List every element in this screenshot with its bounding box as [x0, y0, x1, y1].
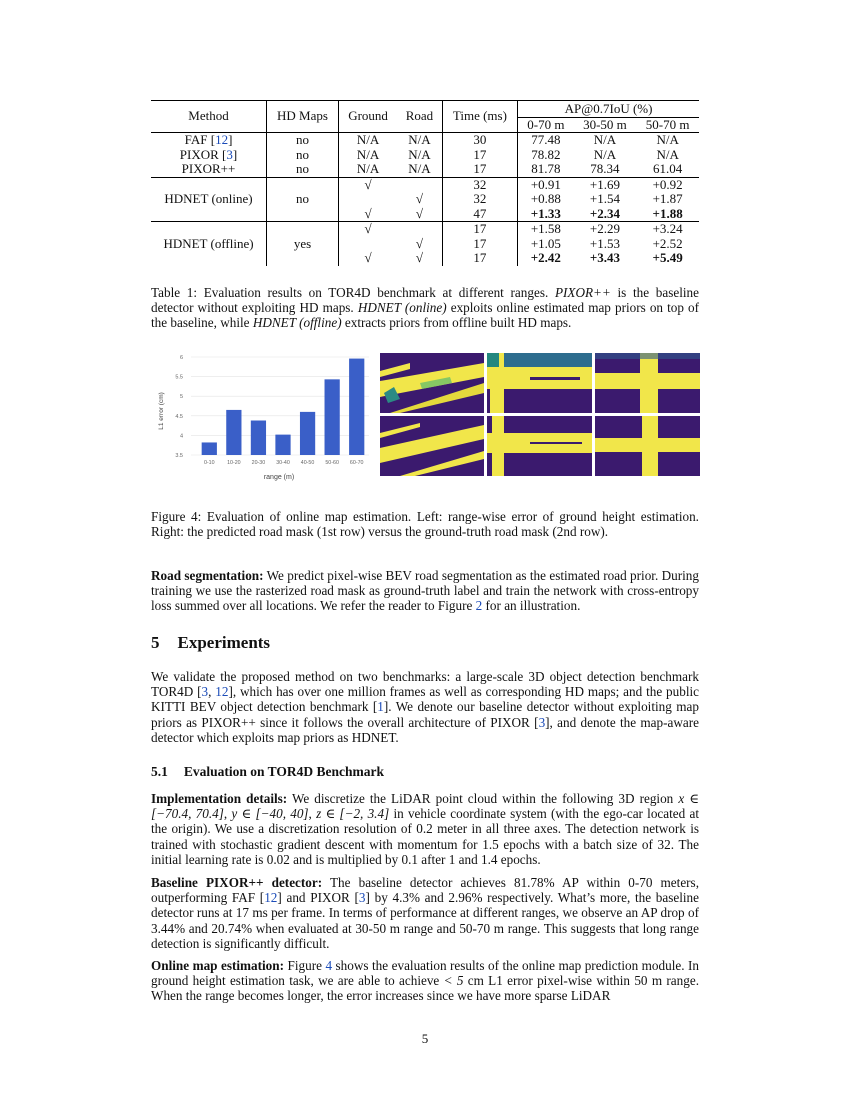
predicted-road-mask-1 — [380, 353, 484, 413]
check-mark: √ — [364, 250, 372, 265]
ap-cell: +2.42 — [530, 250, 561, 265]
method-cell: PIXOR [3] — [151, 148, 267, 163]
chart-y-axis-label: L1 error (cm) — [158, 392, 165, 430]
road-mask-panels — [380, 353, 700, 476]
chart-bar-60-70 — [349, 359, 364, 455]
col-header-road: Road — [397, 101, 442, 133]
table-row — [151, 222, 699, 237]
method-cell: PIXOR++ — [151, 162, 267, 177]
time-cell: 17 — [442, 237, 517, 252]
ap-cell: N/A — [656, 132, 679, 147]
chart-x-tick-label: 10-20 — [227, 460, 241, 466]
results-table — [151, 100, 699, 266]
figure-link[interactable]: 2 — [475, 598, 483, 614]
ap-cell: +3.43 — [589, 250, 620, 265]
col-header-ap-group: AP@0.7IoU (%) — [518, 101, 699, 118]
ap-cell: N/A — [656, 146, 679, 162]
online-map-paragraph: Online map estimation: Figure 4 shows the evaluation results of the online map prediction module. In ground height estimation task, we are able to achieve < 5 cm L1 error pixel-wise within 50 m range. When the range becomes longer, the error increases since we have more sparse LiDAR — [151, 958, 700, 1004]
ground-truth-road-mask-2 — [487, 416, 592, 476]
hd-maps-cell: yes — [267, 222, 339, 266]
chart-y-tick-label: 3.5 — [175, 453, 183, 459]
table-row — [151, 177, 699, 192]
col-header-range-0-70: 0-70 m — [527, 116, 565, 132]
check-mark: √ — [397, 237, 442, 252]
table-row — [151, 148, 699, 163]
table-caption: Table 1: Evaluation results on TOR4D benchmark at different ranges. PIXOR++ is the baseline detector without exploiting HD maps. HDNET (online) exploits online estimated map priors on top of the baseline, while HDNET (offline) extracts priors from offline built HD maps. — [151, 285, 699, 331]
ap-cell: N/A — [593, 132, 617, 147]
chart-bar-10-20 — [226, 410, 241, 455]
col-header-range-30-50: 30-50 m — [583, 116, 627, 132]
chart-bar-30-40 — [275, 435, 290, 455]
implementation-details-paragraph: Implementation details: We discretize the LiDAR point cloud within the following 3D region x ∈ [−70.4, 70.4], y ∈ [−40, 40], z ∈ [−2, 3.4] in vehicle coordinate system (with the ego-car located at the origin). We use a discretization resolution of 0.2 meter in all three axes. The detection network is trained with stochastic gradient descent with momentum for 1.5 epochs with a batch size of 32. The initial learning rate is 0.02 and is multiplied by 0.1 after 1 and 1.4 epochs. — [151, 791, 700, 867]
chart-bar-50-60 — [325, 379, 340, 455]
ground-height-error-chart — [151, 345, 376, 485]
chart-y-tick-label: 5 — [179, 394, 183, 401]
ap-cell: +2.34 — [589, 205, 620, 221]
experiments-paragraph: We validate the proposed method on two benchmarks: a large-scale 3D object detection benchmark TOR4D [3, 12], which has over one million frames as well as corresponding HD maps; and the public KITTI BEV object detection benchmark [1]. We denote our baseline detector without exploiting map priors as PIXOR++ since it follows the overall architecture of PIXOR [3], and denote the map-aware detector which exploits map priors as HDNET. — [151, 669, 700, 745]
citation-link[interactable]: 3 — [538, 714, 546, 730]
chart-y-tick-label: 4.5 — [175, 413, 183, 420]
check-mark: √ — [397, 192, 442, 207]
check-mark — [338, 237, 397, 252]
citation-link[interactable]: 3 — [201, 684, 209, 700]
ap-cell: N/A — [593, 146, 617, 162]
method-cell: HDNET (offline) — [151, 222, 267, 266]
hd-maps-cell: no — [267, 133, 339, 148]
subsection-heading: 5.1 Evaluation on TOR4D Benchmark — [151, 764, 385, 779]
ap-cell: +1.88 — [652, 205, 683, 221]
ap-cell: +3.24 — [636, 222, 699, 237]
citation-link[interactable]: 3 — [226, 146, 233, 162]
time-cell: 17 — [442, 162, 517, 177]
ap-cell: 61.04 — [653, 161, 683, 176]
ap-cell: +1.33 — [530, 205, 561, 221]
check-mark: √ — [397, 251, 442, 266]
chart-x-tick-label: 30-40 — [276, 460, 290, 466]
road-cell: N/A — [397, 162, 442, 177]
col-header-ground: Ground — [338, 101, 397, 133]
chart-x-tick-label: 0-10 — [203, 460, 215, 466]
ap-cell: +1.54 — [589, 191, 620, 206]
time-cell: 32 — [442, 192, 517, 207]
chart-y-tick-label: 6 — [179, 355, 183, 361]
time-cell: 30 — [442, 133, 517, 148]
chart-x-tick-label: 50-60 — [325, 460, 339, 466]
ground-cell: N/A — [356, 146, 380, 162]
time-cell: 47 — [442, 207, 517, 222]
ap-cell: +0.91 — [518, 177, 574, 192]
ap-cell: +1.53 — [589, 235, 620, 251]
ap-cell: 77.48 — [531, 132, 561, 147]
citation-link[interactable]: 1 — [377, 699, 384, 715]
predicted-road-mask-2 — [487, 353, 592, 413]
table-row — [151, 133, 699, 148]
chart-y-tick-label: 5.5 — [175, 374, 183, 381]
chart-x-tick-label: 20-30 — [251, 460, 266, 466]
ground-truth-road-mask-1 — [380, 416, 484, 476]
col-header-range-50-70: 50-70 m — [645, 116, 690, 132]
chart-x-axis-label: range (m) — [263, 474, 295, 481]
ap-cell: 78.82 — [531, 146, 561, 162]
check-mark: √ — [397, 207, 442, 222]
ground-cell: N/A — [356, 161, 380, 176]
ap-cell: +1.69 — [574, 177, 637, 192]
check-mark — [397, 177, 442, 192]
hd-maps-cell: no — [267, 148, 339, 163]
figure-link[interactable]: 4 — [325, 958, 333, 973]
road-segmentation-paragraph: Road segmentation: We predict pixel-wise BEV road segmentation as the estimated road prior. During training we use the rasterized road mask as ground-truth label and train the network with cross-entropy loss summed over all locations. We refer the reader to Figure 2 for an illustration. — [151, 568, 699, 614]
col-header-hd-maps: HD Maps — [267, 101, 339, 133]
predicted-road-mask-3 — [595, 353, 700, 413]
baseline-paragraph: Baseline PIXOR++ detector: The baseline detector achieves 81.78% AP within 0-70 meters, outperforming FAF [12] and PIXOR [3] by 4.3% and 2.96% respectively. What’s more, the baseline detector runs at 17 ms per frame. In terms of performance at different ranges, we observe an AP drop of 3.44% and 20.74% when evaluated at 30-50 m range and 50-70 m range. This suggests that long range detection is significantly difficult. — [151, 875, 699, 951]
check-mark — [338, 192, 397, 207]
chart-x-tick-label: 60-70 — [349, 460, 364, 466]
check-mark: √ — [338, 222, 397, 237]
chart-y-tick-label: 4 — [179, 433, 183, 440]
ap-cell: +0.88 — [530, 191, 561, 206]
check-mark: √ — [364, 205, 372, 221]
hd-maps-cell: no — [267, 177, 339, 222]
ap-cell: +1.87 — [652, 191, 683, 206]
ap-cell: +5.49 — [652, 250, 683, 265]
time-cell: 17 — [442, 222, 517, 237]
method-cell: FAF [12] — [151, 133, 267, 148]
ap-cell: 81.78 — [531, 161, 561, 176]
ap-cell: 78.34 — [590, 161, 620, 176]
ap-cell: +1.58 — [518, 222, 574, 237]
chart-bar-40-50 — [300, 412, 315, 455]
road-cell: N/A — [397, 148, 442, 163]
time-cell: 32 — [442, 177, 517, 192]
table-row — [151, 162, 699, 177]
hd-maps-cell: no — [267, 162, 339, 177]
ap-cell: +0.92 — [636, 177, 699, 192]
chart-bar-0-10 — [202, 442, 217, 455]
method-cell: HDNET (online) — [151, 177, 267, 222]
check-mark: √ — [338, 177, 397, 192]
chart-x-tick-label: 40-50 — [300, 460, 315, 466]
section-heading: 5 Experiments — [151, 633, 271, 652]
citation-link[interactable]: 12 — [215, 684, 229, 700]
check-mark — [397, 222, 442, 237]
ap-cell: +1.05 — [530, 235, 561, 251]
time-cell: 17 — [442, 251, 517, 266]
citation-link[interactable]: 3 — [358, 890, 366, 906]
ap-cell: +2.52 — [652, 235, 683, 251]
citation-link[interactable]: 12 — [264, 890, 278, 906]
ground-truth-road-mask-3 — [595, 416, 700, 476]
ap-cell: +2.29 — [574, 222, 637, 237]
page-number: 5 — [421, 1031, 429, 1046]
ground-cell: N/A — [356, 132, 380, 147]
col-header-method: Method — [151, 101, 267, 133]
citation-link[interactable]: 12 — [215, 132, 229, 147]
road-cell: N/A — [397, 133, 442, 148]
time-cell: 17 — [442, 148, 517, 163]
figure-caption: Figure 4: Evaluation of online map estimation. Left: range-wise error of ground height estimation. Right: the predicted road mask (1st row) versus the ground-truth road mask (2nd row). — [151, 509, 699, 540]
col-header-time: Time (ms) — [442, 101, 517, 133]
chart-bar-20-30 — [251, 421, 266, 455]
